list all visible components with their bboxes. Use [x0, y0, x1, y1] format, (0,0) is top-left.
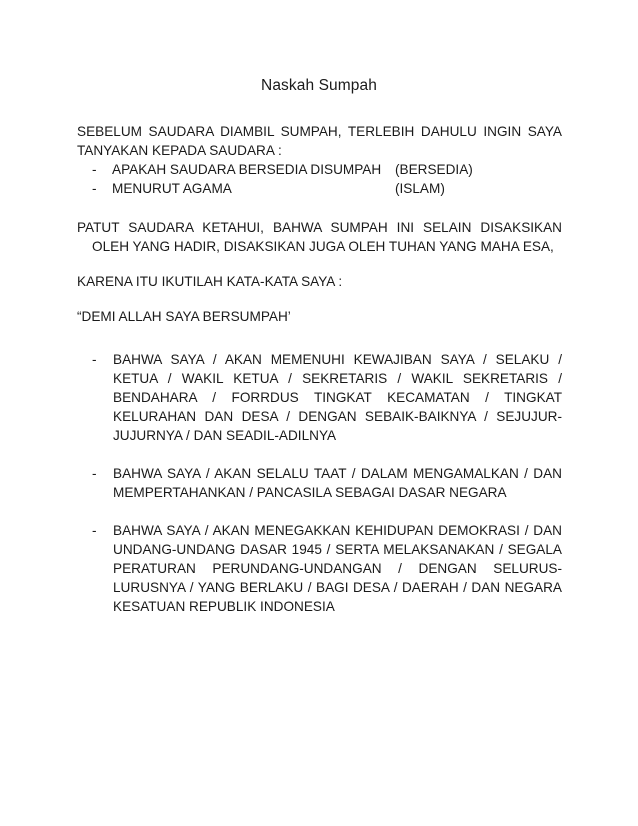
intro-line-2: TANYAKAN KEPADA SAUDARA : [77, 143, 282, 158]
oath-list [77, 350, 562, 616]
oath-item [77, 350, 562, 445]
oath-item [77, 464, 562, 502]
witness-paragraph: PATUT SAUDARA KETAHUI, BAHWA SUMPAH INI SELAIN DISAKSIKAN OLEH YANG HADIR, DISAKSIKAN JUGA OLEH TUHAN YANG MAHA ESA, [77, 220, 562, 254]
oath-text: BAHWA SAYA / AKAN SELALU TAAT / DALAM MENGAMALKAN / DAN MEMPERTAHANKAN / PANCASILA SEBAGAI DASAR NEGARA [113, 466, 562, 500]
intro-paragraph [77, 122, 562, 160]
list-dash: - [92, 466, 97, 481]
intro-line-1: SEBELUM SAUDARA DIAMBIL SUMPAH, TERLEBIH DAHULU INGIN SAYA [77, 124, 562, 139]
follow-instruction: KARENA ITU IKUTILAH KATA-KATA SAYA : [77, 274, 343, 289]
oath-text: BAHWA SAYA / AKAN MEMENUHI KEWAJIBAN SAYA / SELAKU / KETUA / WAKIL KETUA / SEKRETARIS / WAKIL SEKRETARIS / BENDAHARA / FORRDUS TINGKAT KECAMATAN / TINGKAT KELURAHAN DAN DESA / DENGAN SEBAIK-BAIKNYA / SEJUJUR-JUJURNYA / DAN SEADIL-ADILNYA [113, 352, 562, 443]
question-item [77, 179, 562, 198]
document-body [77, 122, 562, 635]
question-text: APAKAH SAUDARA BERSEDIA DISUMPAH [112, 162, 382, 177]
question-item [77, 160, 562, 179]
oath-opening: “DEMI ALLAH SAYA BERSUMPAH’ [77, 309, 291, 324]
question-list [77, 160, 562, 198]
question-answer: (ISLAM) [395, 181, 445, 196]
oath-text: BAHWA SAYA / AKAN MENEGAKKAN KEHIDUPAN DEMOKRASI / DAN UNDANG-UNDANG DASAR 1945 / SERTA MELAKSANAKAN / SEGALA PERATURAN PERUNDANG-UNDANGAN / DENGAN SELURUS-LURUSNYA / YANG BERLAKU / BAGI DESA / DAERAH / DAN NEGARA KESATUAN REPUBLIK INDONESIA [113, 523, 562, 614]
question-answer: (BERSEDIA) [395, 162, 473, 177]
list-dash: - [92, 352, 97, 367]
question-text: MENURUT AGAMA [112, 181, 232, 196]
list-dash: - [92, 162, 97, 177]
list-dash: - [92, 523, 97, 538]
document-title: Naskah Sumpah [261, 77, 377, 94]
list-dash: - [92, 181, 97, 196]
oath-item [77, 521, 562, 616]
